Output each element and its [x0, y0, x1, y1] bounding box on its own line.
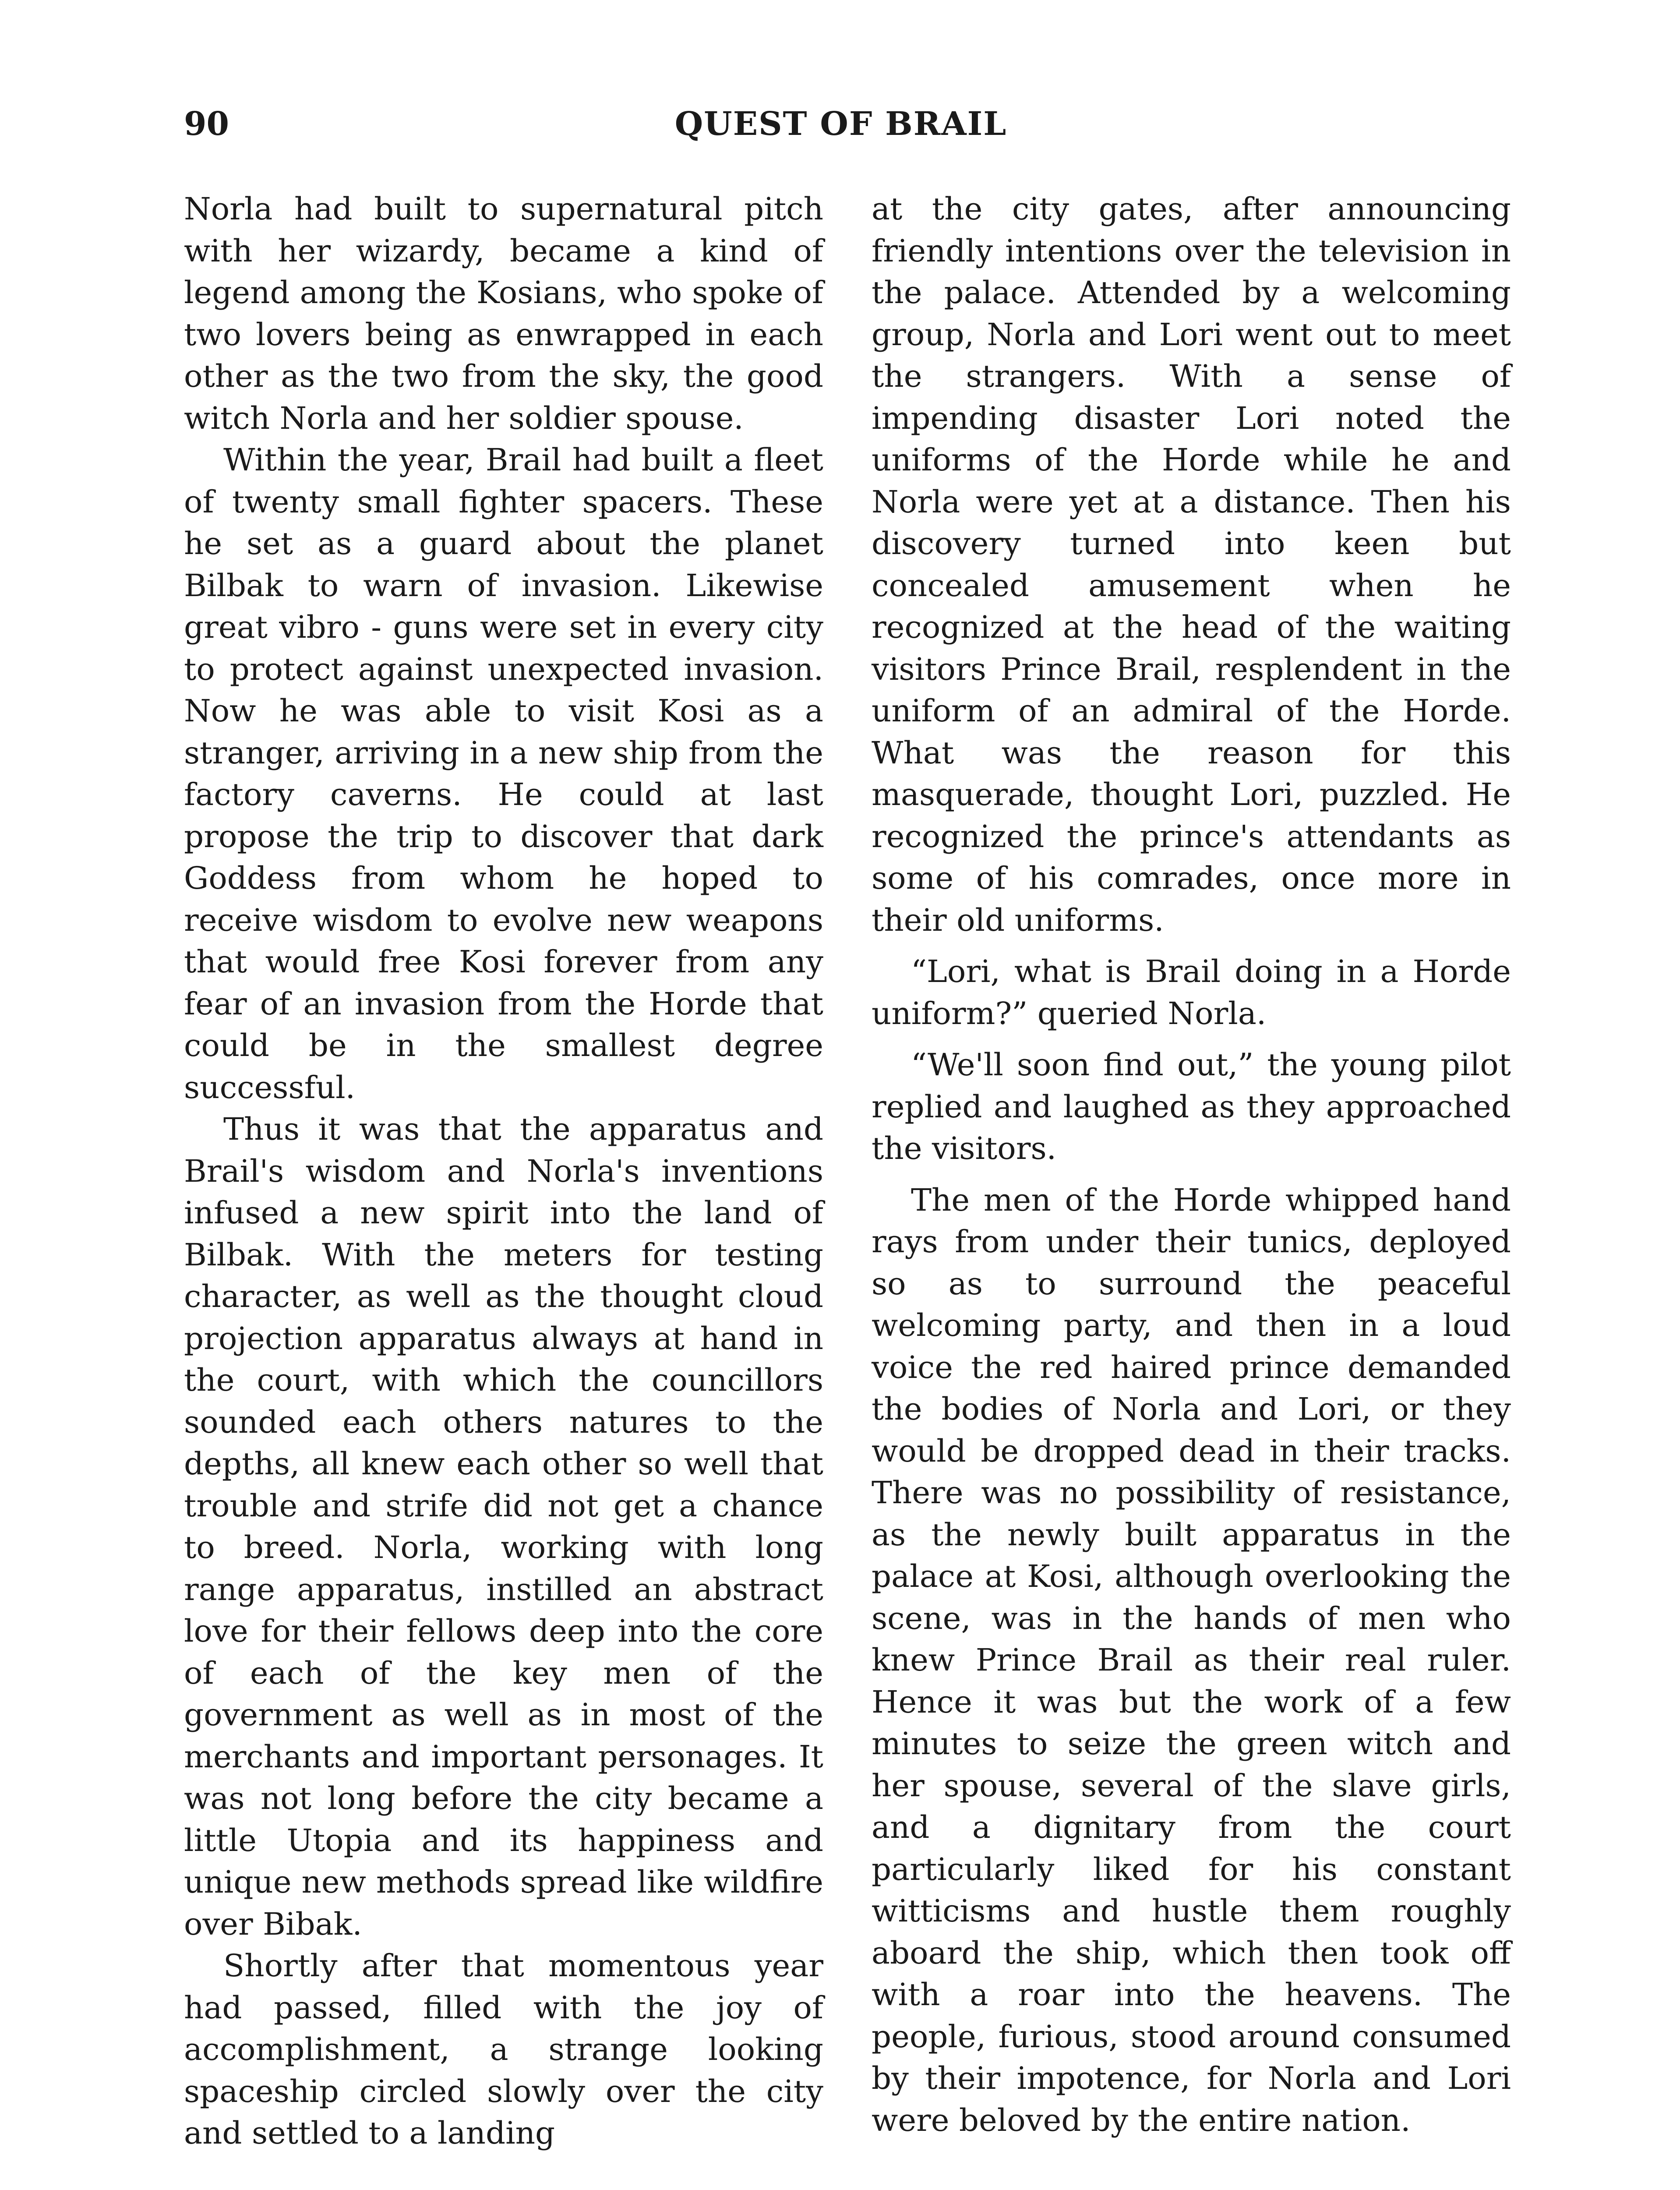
- right-column: [872, 188, 1511, 2141]
- running-title: QUEST OF BRAIL: [674, 105, 1007, 143]
- paragraph: Shortly after that momentous year had passed, filled with the joy of accomplishment, a strange looking spaceship circled slowly over the city and settled to a landing: [184, 1948, 823, 2151]
- paragraph: “We'll soon find out,” the young pilot replied and laughed as they approached the visitors.: [872, 1047, 1511, 1166]
- page-number: 90: [184, 105, 229, 143]
- paragraph: at the city gates, after announcing friendly intentions over the television in the palace. Attended by a welcoming group, Norla and Lori went out to meet the strangers. With a sense of impending disaster Lori noted the uniforms of the Horde while he and Norla were yet at a distance. Then his discovery turned into keen but concealed amusement when he recognized at the head of the waiting visitors Prince Brail, resplendent in the uniform of an admiral of the Horde. What was the reason for this masquerade, thought Lori, puzzled. He recognized the prince's attendants as some of his comrades, once more in their old uniforms.: [872, 191, 1511, 938]
- paragraph: The men of the Horde whipped hand rays from under their tunics, deployed so as to surround the peaceful welcoming party, and then in a loud voice the red haired prince demanded the bodies of Norla and Lori, or they would be dropped dead in their tracks. There was no possibility of resistance, as the newly built apparatus in the palace at Kosi, although overlooking the scene, was in the hands of men who knew Prince Brail as their real ruler. Hence it was but the work of a few minutes to seize the green witch and her spouse, several of the slave girls, and a dignitary from the court particularly liked for his constant witticisms and hustle them roughly aboard the ship, which then took off with a roar into the heavens. The people, furious, stood around consumed by their impotence, for Norla and Lori were beloved by the entire nation.: [872, 1182, 1511, 2138]
- paragraph: “Lori, what is Brail doing in a Horde uniform?” queried Norla.: [872, 954, 1511, 1031]
- paragraph: Within the year, Brail had built a fleet of twenty small fighter spacers. These he set as a guard about the planet Bilbak to warn of invasion. Likewise great vibro - guns were set in every city to protect against unexpected invasion. Now he was able to visit Kosi as a stranger, arriving in a new ship from the factory caverns. He could at last propose the trip to discover that dark Goddess from whom he hoped to receive wisdom to evolve new weapons that would free Kosi forever from any fear of an invasion from the Horde that could be in the smallest degree successful.: [184, 442, 823, 1106]
- paragraph: Norla had built to supernatural pitch with her wizardy, became a kind of legend among the Kosians, who spoke of two lovers being as enwrapped in each other as the two from the sky, the good witch Norla and her soldier spouse.: [184, 191, 823, 436]
- left-column: [184, 188, 823, 2155]
- paragraph: Thus it was that the apparatus and Brail's wisdom and Norla's inventions infused a new spirit into the land of Bilbak. With the meters for testing character, as well as the thought cloud projection apparatus always at hand in the court, with which the councillors sounded each others natures to the depths, all knew each other so well that trouble and strife did not get a chance to breed. Norla, working with long range apparatus, instilled an abstract love for their fellows deep into the core of each of the key men of the government as well as in most of the merchants and important personages. It was not long before the city became a little Utopia and its happiness and unique new methods spread like wildfire over Bibak.: [184, 1111, 823, 1942]
- page-header: [184, 105, 1498, 153]
